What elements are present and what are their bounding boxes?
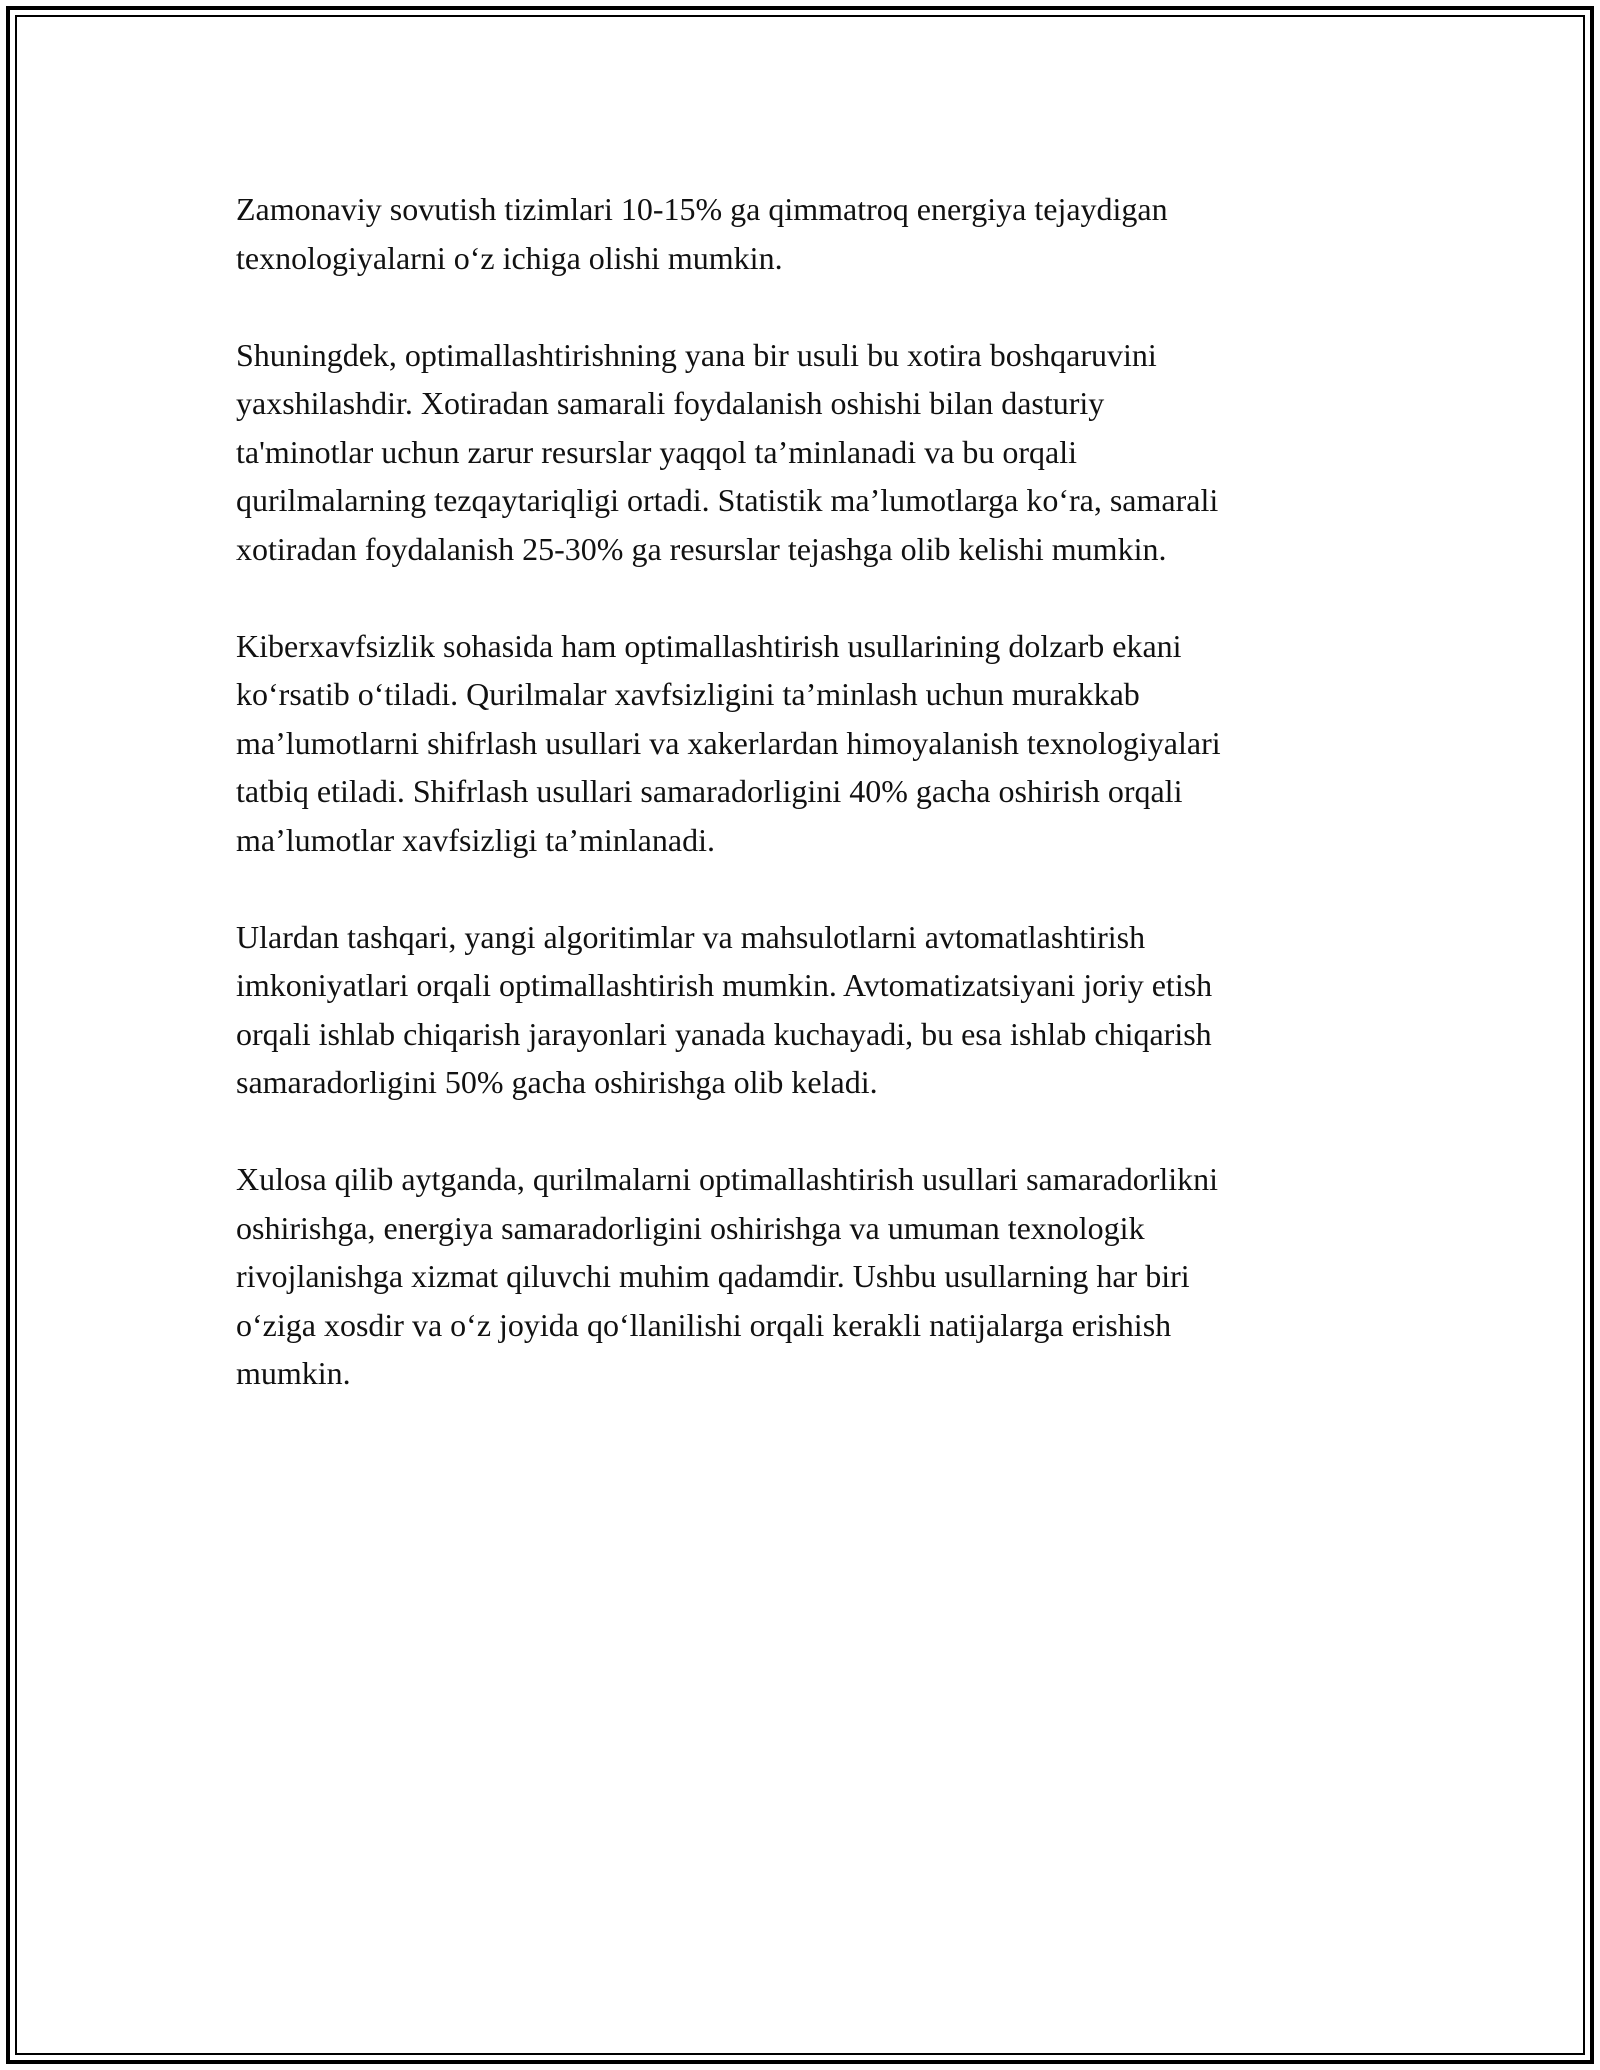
paragraph-automation: Ulardan tashqari, yangi algoritimlar va mahsulotlarni avtomatlashtirish imkoniyatlari orqali optimallashtirish mumkin. Avtomatizatsiyani joriy etish orqali ishlab chiqarish jarayonlari yanada kuchayadi, bu esa ishlab chiqarish samaradorligini 50% gacha oshirishga olib keladi.	[236, 918, 1213, 1100]
paragraph-conclusion: Xulosa qilib aytganda, qurilmalarni optimallashtirish usullari samaradorlikni oshirishga, energiya samaradorligini oshirishga va umuman texnologik rivojlanishga xizmat qiluvchi muhim qadamdir. Ushbu usullarning har biri o‘ziga xosdir va o‘z joyida qo‘llanilishi orqali kerakli natijalarga erishish mumkin.	[236, 1161, 1219, 1391]
paragraph-cooling-systems: Zamonaviy sovutish tizimlari 10-15% ga qimmatroq energiya tejaydigan texnologiyalarni o‘z ichiga olishi mumkin.	[236, 191, 1168, 276]
paragraph-memory-management: Shuningdek, optimallashtirishning yana bir usuli bu xotira boshqaruvini yaxshilashdir. Xotiradan samarali foydalanish oshishi bilan dasturiy ta'minotlar uchun zarur resurslar yaqqol ta’minlanadi va bu orqali qurilmalarning tezqaytariqligi ortadi. Statistik ma’lumotlarga ko‘ra, samarali xotiradan foydalanish 25-30% ga resurslar tejashga olib kelishi mumkin.	[236, 336, 1219, 567]
paragraph-cybersecurity: Kiberxavfsizlik sohasida ham optimallashtirish usullarining dolzarb ekani ko‘rsatib o‘tiladi. Qurilmalar xavfsizligini ta’minlash uchun murakkab ma’lumotlarni shifrlash usullari va xakerlardan himoyalanish texnologiyalari tatbiq etiladi. Shifrlash usullari samaradorligini 40% gacha oshirish orqali ma’lumotlar xavfsizligi ta’minlanadi.	[236, 627, 1221, 858]
document-body	[236, 185, 1376, 1446]
